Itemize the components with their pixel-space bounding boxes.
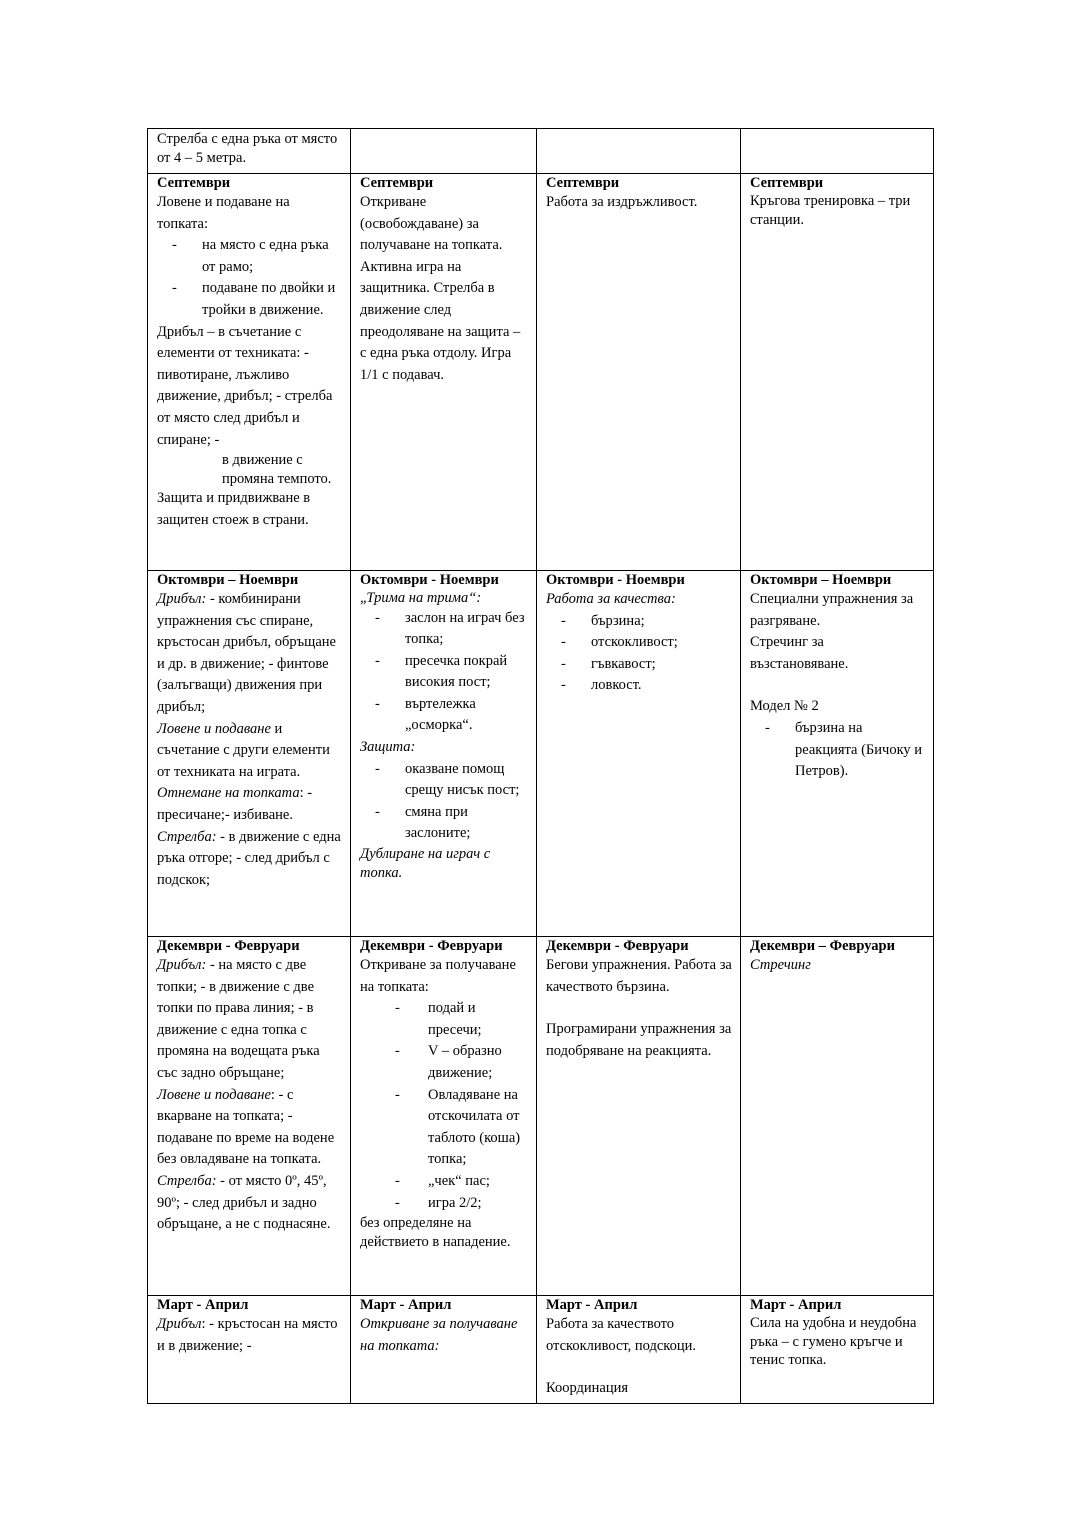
period-heading: Март - Април (750, 1297, 842, 1313)
model-label: Модел № 2 (750, 698, 819, 715)
paragraph (157, 719, 342, 784)
italic-term: Отнемане на топката (157, 785, 300, 802)
italic-term: Ловене и подаване (157, 1086, 271, 1103)
cell-text: Ловене и подаване на топката: (157, 194, 290, 232)
list-item: - на място с една ръка от рамо; (157, 235, 342, 278)
list-item: - бързина на реакцията (Бичоку и Петров). (750, 718, 925, 783)
period-heading: Декември – Февруари (750, 938, 895, 954)
italic-term: Дрибъл: (157, 591, 207, 607)
list-item: - ловкост. (546, 675, 732, 697)
list-item: - пресечка покрай високия пост; (360, 651, 528, 694)
cell (741, 129, 934, 174)
cell-text: Сила на удобна и неудобна ръка – с гумено кръгче и тенис топка. (750, 1315, 917, 1368)
list-item: - оказване помощ срещу нисък пост; (360, 759, 528, 802)
italic-subheading: Откриване за получаване на топката: (360, 1316, 518, 1354)
indented-text: в движение с промяна темпото. (222, 452, 332, 487)
cell (351, 174, 537, 571)
cell (351, 937, 537, 1296)
list-item: - гъвкавост; (546, 654, 732, 676)
cell-text: Кръгова тренировка – три станции. (750, 193, 911, 228)
cell (537, 937, 741, 1296)
list-item: - смяна при заслоните; (360, 802, 528, 845)
cell (148, 937, 351, 1296)
list-item: - отскокливост; (546, 632, 732, 654)
cell (741, 174, 934, 571)
cell-text: Координация (546, 1380, 629, 1397)
cell-text: Работа за качеството отскокливост, подскоци. (546, 1316, 697, 1354)
cell-text: - от място 0º, 45º, 90º; - след дрибъл и задно обръщане, а не с поднасяне. (157, 1172, 331, 1233)
cell (537, 571, 741, 937)
cell (741, 571, 934, 937)
paragraph (157, 955, 342, 1085)
italic-term: Стрелба: (157, 1172, 217, 1189)
list-item: - Овладяване на отскочилата от таблото (коша) топка; (360, 1085, 528, 1171)
list-item: - заслон на играч без топка; (360, 608, 528, 651)
paragraph (157, 1314, 342, 1357)
paragraph (157, 1171, 342, 1236)
cell (741, 1296, 934, 1404)
period-heading: Септември (546, 175, 620, 191)
period-heading: Септември (750, 175, 824, 191)
cell-text: и съчетание с други елементи от техниката на играта. (157, 720, 330, 780)
period-heading: Октомври – Ноември (157, 572, 299, 588)
cell (148, 174, 351, 571)
cell-text: без определяне на действието в нападение. (360, 1215, 511, 1250)
italic-text: Дублиране на играч с топка. (360, 846, 491, 881)
italic-term: Дрибъл: (157, 957, 207, 973)
list-item: - подай и пресечи; (360, 998, 528, 1041)
cell-text: : - кръстосан на място и в движение; - (157, 1316, 338, 1354)
spacer (546, 998, 732, 1019)
italic-term: Стрелба: (157, 828, 217, 845)
table-row (148, 937, 934, 1296)
cell-text: - в движение с една ръка отгоре; - след дрибъл с подскок; (157, 828, 341, 888)
table-row (148, 1296, 934, 1404)
cell-text: Стречинг за възстановяване. (750, 634, 849, 672)
cell-text: - комбинирани упражнения със спиране, кръстосан дрибъл, обръщане и др. в движение; - финтове (залъгващи) движения при дрибъл; (157, 591, 336, 715)
cell (741, 937, 934, 1296)
cell-text: Специални упражнения за разгряване. (750, 591, 914, 629)
italic-subheading: Защита: (360, 739, 416, 756)
cell (148, 571, 351, 937)
cell-text: Откриване (освобождаване) за получаване на топката. Активна игра на защитника. Стрелба в движение след преодоляване на защита – с една ръка отдолу. Игра 1/1 с подавач. (360, 194, 521, 383)
period-heading: Март - Април (360, 1297, 452, 1313)
period-heading: Октомври - Ноември (360, 572, 499, 588)
dash-list (360, 759, 528, 845)
cell (351, 1296, 537, 1404)
dash-list (360, 608, 528, 738)
period-heading: Октомври - Ноември (546, 572, 685, 588)
cell (537, 174, 741, 571)
cell-text: - на място с две топки; - в движение с две топки по права линия; - в движение с една топка с промяна на водещата ръка със задно обръщане; (157, 957, 320, 1081)
spacer (546, 1357, 732, 1378)
paragraph (157, 1085, 342, 1171)
dash-list (157, 235, 342, 321)
cell-text: : - с вкарване на топката; - подаване по време на водене без овладяване на топката. (157, 1086, 335, 1168)
table-row (148, 174, 934, 571)
period-heading: Декември - Февруари (360, 938, 503, 954)
dash-list (546, 611, 732, 697)
cell (537, 129, 741, 174)
cell-text: Работа за издръжливост. (546, 194, 698, 210)
cell (537, 1296, 741, 1404)
cell (351, 129, 537, 174)
italic-subheading: Работа за качества: (546, 591, 676, 607)
paragraph (157, 827, 342, 892)
dash-list (360, 998, 528, 1214)
period-heading: Март - Април (546, 1297, 638, 1313)
italic-term: Дрибъл (157, 1316, 202, 1332)
paragraph (157, 589, 342, 719)
period-heading: Декември - Февруари (157, 938, 300, 954)
cell-text: Дрибъл – в съчетание с елементи от техниката: - пивотиране, лъжливо движение, дрибъл; - стрелба от място след дрибъл и спиране; - (157, 323, 333, 448)
period-heading: Септември (157, 175, 231, 191)
cell (148, 129, 351, 174)
cell-text: Бегови упражнения. Работа за качеството бързина. (546, 957, 732, 995)
dash-list (750, 718, 925, 783)
period-heading: Март - Април (157, 1297, 249, 1313)
period-heading: Септември (360, 175, 434, 191)
list-item: - „чек“ пас; (360, 1171, 528, 1193)
cell-text: Стрелба с една ръка от място от 4 – 5 метра. (157, 131, 338, 166)
list-item: - подаване по двойки и тройки в движение. (157, 278, 342, 321)
list-item: - V – образно движение; (360, 1041, 528, 1084)
period-heading: Декември - Февруари (546, 938, 689, 954)
cell-text: Програмирани упражнения за подобряване на реакцията. (546, 1021, 732, 1059)
list-item: - игра 2/2; (360, 1193, 528, 1215)
paragraph (157, 783, 342, 826)
cell (148, 1296, 351, 1404)
spacer (750, 675, 925, 696)
table-row (148, 129, 934, 174)
period-heading: Октомври – Ноември (750, 572, 892, 588)
table-row (148, 571, 934, 937)
training-plan-table (147, 128, 934, 1404)
cell-text: Защита и придвижване в защитен стоеж в страни. (157, 490, 311, 528)
cell-text: : - пресичане;- избиване. (157, 785, 313, 823)
cell (351, 571, 537, 937)
italic-subheading: Стречинг (750, 957, 811, 973)
italic-subheading: „Трима на трима“: (360, 590, 482, 606)
list-item: - въртележка „осморка“. (360, 694, 528, 737)
italic-term: Ловене и подаване (157, 720, 271, 737)
list-item: - бързина; (546, 611, 732, 633)
cell-text: Откриване за получаване на топката: (360, 957, 516, 995)
